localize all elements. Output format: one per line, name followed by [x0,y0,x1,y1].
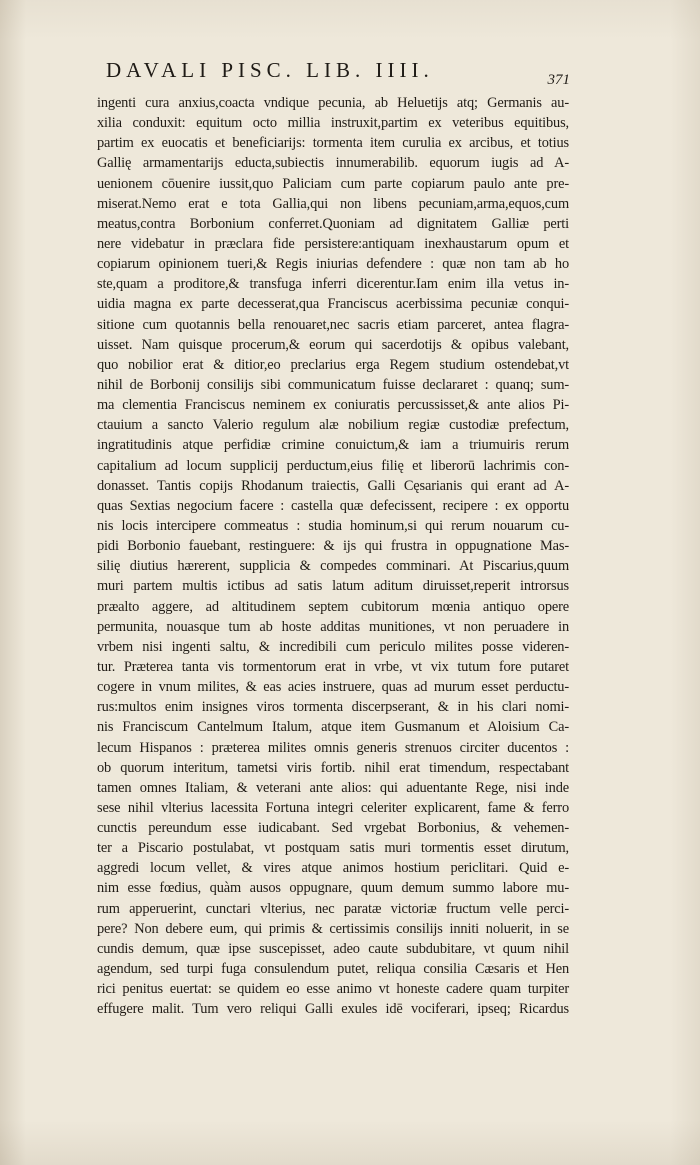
text-line: partim ex euocatis et beneficiarijs: tormenta item curulia ex arcibus, et totius [97,135,569,152]
text-line: præalto aggere, ad altitudinem septem cubitorum mœnia antiquo opere [97,598,569,615]
text-line: permunita, nouasque tum ab hoste additas munitiones, vt non peruadere in [97,618,569,635]
text-line: cunctis pereundum esse iudicabant. Sed vrgebat Borbonius, & vehemen- [97,820,569,837]
text-line: donasset. Tantis copijs Rhodanum traiectis, Galli Cęsarianis qui erant ad A- [97,477,569,494]
page-number: 371 [547,72,570,88]
text-line: agendum, sed turpi fuga consulendum putet, reliqua consilia Cæsaris et Hen [97,961,569,978]
text-line: rum apperuerint, cunctari vlterius, nec paratæ victoriæ fructum velle perci- [97,900,569,917]
text-line: silię diutius hærerent, supplicia & compedes comminari. At Piscarius,quum [97,558,569,575]
text-line: nere videbatur in præclara fide persistere:antiquam inexhaustarum opum et [97,235,569,252]
text-line: ste,quam a proditore,& transfuga inferri dicerentur.Iam enim illa vetus in- [97,276,569,293]
text-line: nis Franciscum Cantelmum Italum, atque item Gusmanum et Aloisium Ca- [97,719,569,736]
text-line: uidia magna ex parte decesserat,qua Franciscus acerbissima pecuniæ conqui- [97,296,569,313]
text-line: lecum Hispanos : præterea milites omnis generis strenuos circiter ducentos : [97,739,569,756]
text-line: nihil de Borbonij consilijs sibi communicatum fuisse declararet : quanq; sum- [97,376,569,393]
text-line: ingenti cura anxius,coacta vndique pecunia, ab Heluetijs atq; Germanis au- [97,95,569,111]
text-line: ctauium a sancto Valerio regulum alæ nobilium regiæ custodiæ prefectum, [97,417,569,434]
text-line: copiarum opinionem tueri,& Regis iniurias defendere : quæ non tam ab ho [97,256,569,273]
text-line: pidi Borbonio fauebant, restinguere: & ijs qui frustra in oppugnatione Mas- [97,538,569,555]
text-line: uenionem cōuenire iussit,quo Paliciam cum parte copiarum paulo ante pre- [97,175,569,192]
text-line: ma clementia Franciscus neminem ex coniuratis percussisset,& ante alios Pi- [97,397,569,414]
text-line: sitione cum quotannis bella renouaret,nec sacris etiam parceret, antea flagra- [97,316,569,333]
text-line: tur. Præterea tanta vis tormentorum erat in vrbe, vt vix tutum fore putaret [97,658,569,675]
text-line: aggredi locum vellet, & vires atque animos hostium periclitari. Quid e- [97,860,569,877]
text-line: ob quorum interitum, tametsi viris fortib. nihil erat timendum, respectabant [97,759,569,776]
text-line: nim esse fœdius, quàm ausos oppugnare, quum demum summo labore mu- [97,880,569,897]
text-line: rici penitus euertat: se quidem eo esse animo vt honeste cadere quam turpiter [97,981,569,998]
text-line: cundis demum, quæ ipse suscepisset, adeo caute subdubitare, vt quum nihil [97,940,569,957]
text-line: meatus,contra Borbonium conferret.Quoniam ad dignitatem Galliæ perti [97,215,569,232]
text-line: rus:multos enim insignes viros tormenta discerpserant, & in his clari nomi- [97,699,569,716]
text-line: quo nobilior erat & ditior,eo preclarius erga Regem studium ostendebat,vt [97,356,569,373]
text-line: xilia conduxit: equitum octo millia instruxit,partim ex veteribus equitibus, [97,115,569,132]
text-line: ingratitudinis atque perfidiæ crimine conuictum,& iam a triumuiris rerum [97,437,569,454]
text-line: cogere in vnum milites, & eas acies instruere, quas ad murum esset perductu- [97,679,569,696]
text-line: capitalium ad locum supplicij perductum,eius filię et liberorū lachrimis con- [97,457,569,474]
text-line: quas Sextias negocium facere : castella quæ defecissent, recipere : ex opportu [97,497,569,514]
text-line: pere? Non debere eum, qui primis & certissimis consilijs inniti noluerit, in se [97,920,569,937]
text-line: sese nihil vlterius lacessita Fortuna integri celeriter explicarent, fame & ferro [97,799,569,816]
running-head [96,58,570,88]
text-line: nis locis intercipere commeatus : studia hominum,si qui rerum nouarum cu- [97,517,569,534]
text-line: effugere malit. Tum vero reliqui Galli exules idē vociferari, ipseq; Ricardus [97,1001,569,1018]
text-line: miserat.Nemo erat e tota Gallia,qui non libens pecuniam,arma,equos,cum [97,195,569,212]
text-line: muri partem multis ictibus ad satis latum aditum diruisset,reperit introrsus [97,578,569,595]
running-title: DAVALI PISC. LIB. IIII. [106,58,434,82]
text-line: ter a Piscario postulabat, vt postquam satis muri tormentis esset dirutum, [97,840,569,857]
body-text [97,93,569,1019]
text-line: tamen omnes Italiam, & veterani ante alios: qui aduentante Rege, nisi inde [97,779,569,796]
text-line: vrbem nisi ingenti saltu, & incredibili cum periculo milites posse videren- [97,638,569,655]
text-line: uisset. Nam quisque procerum,& eorum qui sacerdotijs & opibus valebant, [97,336,569,353]
text-line: Gallię armamentarijs educta,subiectis innumerabilib. equorum iugis ad A- [97,155,569,172]
